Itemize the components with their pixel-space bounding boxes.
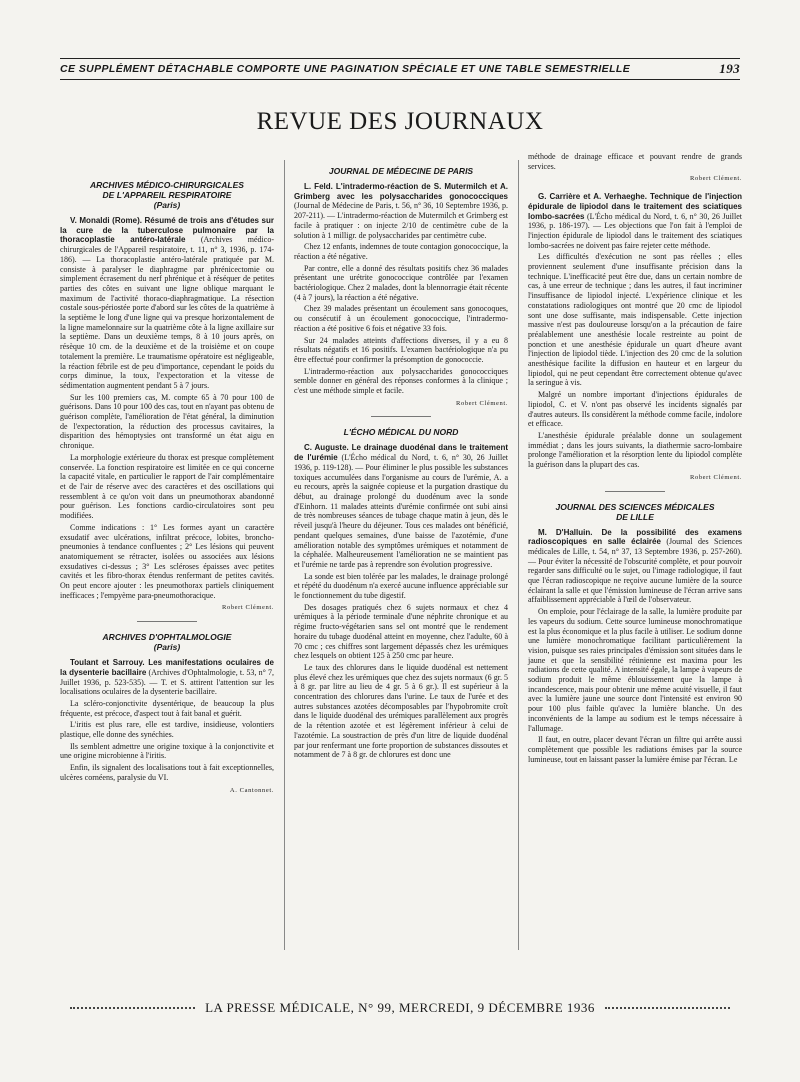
article-paragraph: V. Monaldi (Rome). Résumé de trois ans d'études sur la cure de la tuberculose pulmonaire par la thoracoplastie antéro-latérale (Archives médico-chirurgicales de l'Appareil respiratoire, t. 11, n° 3, 1936, p. 174-186). — La thoracoplastie antéro-latérale pratiquée par M. consiste à paralyser le diaphragme par phrénicectomie ou simplement écrasement du nerf phrénique et à réséquer de petites parties des côtes en suivant une ligne oblique marquant le maximum de l'activité thoraco-diaphragmatique. La résection costale sous-périostée porte d'abord sur les côtes de la quatrième à la septième le long d'une ligne qui va presque horizontalement de la ligne mamelonnaire sur la quatrième côte à la ligne axillaire sur la septième. Dans un deuxième temps, 8 à 10 jours après, on résèque 10 cm. de la deuxième et de la troisième et on coupe totalement la première. Le traumatisme opératoire est négligeable, la réaction fébrile est de peu d'importance, cependant le poids du corps diminue, la toux, l'expectoration et la vitesse de sédimentation augmentent pendant 5 à 7 jours. — [60, 216, 274, 390]
section-heading: L'ÉCHO MÉDICAL DU NORD — [343, 427, 459, 438]
article-paragraph: Chez 39 malades présentant un écoulement sans gonocoques, ou consécutif à un écoulement gonococcique, l'intradermo-réaction a été positive 6 fois et négative 33 fois. — [294, 304, 508, 333]
footer-leader-right — [605, 1007, 730, 1009]
article-paragraph: L. Feld. L'intradermo-réaction de S. Mutermilch et A. Grimberg avec les polysaccharides gonococciques (Journal de Médecine de Paris, t. 56, n° 36, 10 Septembre 1936, p. 207-211). — L'intradermo-réaction de Mutermilch et Grimberg est facile à pratiquer : on injecte 2/10 de centimètre cube de la solution à 1 milligr. de polysaccharides par centimètre cube. — [294, 182, 508, 240]
divider — [371, 416, 431, 417]
article-paragraph: La morphologie extérieure du thorax est presque complètement conservée. La fonction respiratoire est limitée en ce qui concerne la capacité vitale, en particulier le rapport de l'air complémentaire et de l'air de réserve avec des caractères et des oscillations qui ressemblent à ce qu'on voit dans un pneumothorax abandonné pour guérison. Les fonctions cardio-circulatoires sont peu modifiées. — [60, 452, 274, 521]
article-paragraph: Les difficultés d'exécution ne sont pas réelles ; elles proviennent seulement d'une insuffisante précision dans la technique. L'inefficacité peut être due, dans un certain nombre de cas, à une erreur de technique ; dans les autres, il faut incriminer l'insuffisance de lipiodol injecté. L'expérience clinique et les constatations radiologiques ont montré que 20 cmc de lipiodol sont une dose suffisante, mais indispensable. Cette injection massive n'est pas douloureuse lorsqu'on a la précaution de faire préalablement une anesthésie locale restreinte au point de ponction et une anesthésie épidurale un quart d'heure avant l'injection de lipiodol tiède. L'injection des 20 cmc de la solution anesthésique facilite la diffusion en hauteur et en largeur du lipiodol, qui ne peut cependant être correctement obtenue qu'avec la seringue à vis. — [528, 252, 742, 388]
column-2 — [294, 152, 508, 762]
article-paragraph: Chez 12 enfants, indemnes de toute contagion gonococcique, la réaction a été négative. — [294, 242, 508, 261]
article-paragraph: Toulant et Sarrouy. Les manifestations oculaires de la dysenterie bacillaire (Archives d'Ophtalmologie, t. 53, n° 7, Juillet 1936, p. 523-535). — T. et S. attirent l'attention sur les localisations oculaires de la dysenterie bacillaire. — [60, 658, 275, 697]
section-heading: JOURNAL DE MÉDECINE DE PARIS — [328, 166, 474, 176]
divider — [605, 491, 665, 492]
footer-leader-left — [70, 1007, 195, 1009]
article-paragraph: On emploie, pour l'éclairage de la salle, la lumière produite par les vapeurs du sodium. Cette source lumineuse monochromatique est la plus économique et la plus facile à utiliser. Le sodium donne une lumière monochromatique facilitant particulièrement la vision, puisque ses raies principales d'émission sont situées dans le jaune et que la sensibilité rétinienne est maxima pour les radiations de cette qualité. A intensité égale, la lampe à vapeurs de sodium produit le même éblouissement que la lampe à incandescence, mais pour obtenir une même acuité visuelle, il faut avec la lumière jaune une source dont l'intensité est environ 90 pour 100 plus faible qu'avec la lumière blanche. Un des inconvénients de la lampe au sodium est le temps nécessaire à l'allumage. — [528, 607, 742, 733]
page-footer — [60, 1000, 740, 1016]
page-number: 193 — [719, 61, 740, 76]
article-paragraph: Enfin, ils signalent des localisations tout à fait exceptionnelles, ulcères cornéens, paralysie du VI. — [60, 763, 274, 782]
column-divider-1 — [284, 160, 285, 950]
article-paragraph: L'anesthésie épidurale préalable donne un soulagement immédiat ; dans les jours suivants, la diathermie sacro-lombaire prolonge l'amélioration et la résorption lente du lipiodol complète la guérison dans la plupart des cas. — [528, 430, 742, 470]
article-paragraph: La sonde est bien tolérée par les malades, le drainage prolongé et répété du duodénum n'a exercé aucune influence appréciable sur le fonctionnement du tube digestif. — [294, 571, 508, 601]
article-paragraph: Le taux des chlorures dans le liquide duodénal est nettement plus élevé chez les urémiques que chez des sujets normaux (6 gr. 5 à 8 gr. par litre au lieu de 4 gr. 5 à 6 gr.). Il est supérieur à la concentration des chlorures dans l'urine. Le taux de l'urée et des autres substances azotées décomposables par l'hypobromite croît dans le liquide duodénal des urémiques parallèlement aux progrès de la rétention azotée et est légèrement inférieur à celui de l'azotémie. La soustraction de près d'un litre de liquide duodénal par jour renfermant une forte proportion de substances dissoutes et notamment de 7 à 8 gr. de chlorures est donc une — [294, 662, 508, 760]
article-heading: G. Carrière et A. Verhaeghe. Technique de l'injection épidurale de lipiodol dans le traitement des sciatiques lombo-sacrées — [528, 192, 742, 221]
article-paragraph: Sur 24 malades atteints d'affections diverses, il y a eu 8 résultats négatifs et 16 positifs. L'examen bactériologique n'a pu être effectué pour confirmer la présomption de gonococcie. — [294, 335, 508, 364]
article-heading: L. Feld. L'intradermo-réaction de S. Mutermilch et A. Grimberg avec les polysaccharides gonococciques — [294, 182, 508, 201]
article-heading: M. D'Halluin. De la possibilité des examens radioscopiques en salle éclairée — [528, 527, 742, 547]
footer-text: LA PRESSE MÉDICALE, N° 99, MERCREDI, 9 DÉCEMBRE 1936 — [205, 1000, 595, 1015]
banner-text: CE SUPPLÉMENT DÉTACHABLE COMPORTE UNE PAGINATION SPÉCIALE ET UNE TABLE SEMESTRIELLE — [60, 63, 631, 75]
article-paragraph: G. Carrière et A. Verhaeghe. Technique de l'injection épidurale de lipiodol dans le traitement des sciatiques lombo-sacrées (L'Écho médical du Nord, t. 6, n° 30, 26 Juillet 1936, p. 186-197). — Les objections que l'on fait à l'emploi de l'injection épidurale de lipiodol dans le traitement des sciatiques lombo-sacrées ne doivent pas faire rejeter cette méthode. — [528, 192, 743, 250]
divider — [137, 621, 197, 622]
article-paragraph: Par contre, elle a donné des résultats positifs chez 36 malades présentant une urétrite gonococcique contrôlée par l'examen bactériologique. Chez 2 malades, dont la blennorragie était récente (4 à 7 jours), la réaction a été négative. — [294, 263, 508, 302]
section-heading: ARCHIVES D'OPHTALMOLOGIE (Paris) — [102, 632, 232, 653]
article-heading: V. Monaldi (Rome). Résumé de trois ans d'études sur la cure de la tuberculose pulmonaire par la thoracoplastie antéro-latérale — [60, 216, 274, 245]
section-heading: JOURNAL DES SCIENCES MÉDICALES DE LILLE — [555, 501, 715, 522]
article-paragraph: C. Auguste. Le drainage duodénal dans le traitement de l'urémie (L'Écho médical du Nord, t. 6, n° 30, 26 Juillet 1936, p. 119-128). — Pour éliminer le plus possible les substances toxiques accumulées dans l'organisme au cours de l'urémie, A. a eu recours, après la saignée copieuse et la purgation drastique du début, au drainage prolongé du duodénum avec la sonde d'Einhorn. 11 malades atteints d'urémie confirmée ont subi ainsi de très nombreuses séances de tubage chaque matin à jeun, dès le réveil jusqu'à l'heure du déjeuner. Tous ces malades ont bénéficié, pendant quelques semaines, d'une baisse de l'azotémie, d'une amélioration notable des symptômes urémiques et notamment de la céphalée. Malheureusement l'amélioration ne se maintient pas et l'urémie ne tarde pas à reprendre son évolution progressive. — [294, 443, 509, 569]
section-heading: ARCHIVES MÉDICO-CHIRURGICALES DE L'APPAREIL RESPIRATOIRE (Paris) — [90, 180, 244, 210]
column-divider-2 — [518, 160, 519, 950]
author-signature: Robert Clément. — [222, 604, 274, 612]
article-paragraph: Comme indications : 1° Les formes ayant un caractère exsudatif avec ulcérations, infiltrat précoce, lobites, broncho-pneumonies à tendance confluentes ; 2° Les lésions qui peuvent anatomiquement se rétracter, isolées ou associées aux lésions exsudatives ci-dessus ; 3° Les scléroses épaisses avec petites cavités et les fibro-thorax étendus renfermant de petites cavités. On peut encore ajouter : les pneumothorax partiels cliniquement inefficaces ; l'empyème para-pneumothoracique. — [60, 522, 274, 600]
page-title: REVUE DES JOURNAUX — [256, 108, 544, 135]
author-signature: Robert Clément. — [690, 473, 742, 481]
article-paragraph: Malgré un nombre important d'injections épidurales de lipiodol, C. et V. n'ont pas observé les incidents signalés par d'autres auteurs. Ils considèrent la méthode comme facile, indolore et efficace. — [528, 390, 742, 429]
article-paragraph: Ils semblent admettre une origine toxique à la conjonctivite et une origine microbienne à l'iritis. — [60, 741, 274, 761]
article-heading: C. Auguste. Le drainage duodénal dans le traitement de l'urémie — [294, 443, 508, 463]
article-paragraph: Sur les 100 premiers cas, M. compte 65 à 70 pour 100 de guérisons. Dans 10 pour 100 des cas, tout en n'ayant pas obtenu de guérison complète, l'amélioration de l'état général, la diminution de l'expectoration, la réduction des processus cavitaires, la disparition des hémoptysies ont transformé un état aigu en chronique. — [60, 392, 274, 451]
header-banner — [60, 58, 740, 80]
column-3 — [528, 152, 742, 766]
author-signature: A. Cantonnet. — [229, 786, 274, 794]
article-heading: Toulant et Sarrouy. Les manifestations oculaires de la dysenterie bacillaire — [60, 658, 274, 677]
article-paragraph: méthode de drainage efficace et pouvant rendre de grands services. — [528, 152, 742, 171]
article-paragraph: L'iritis est plus rare, elle est tardive, insidieuse, volontiers plastique, elle donne des synéchies. — [60, 720, 274, 740]
author-signature: Robert Clément. — [690, 175, 742, 183]
author-signature: Robert Clément. — [456, 399, 508, 407]
article-paragraph: Il faut, en outre, placer devant l'écran un filtre qui arrête aussi complètement que possible les radiations émises par la source lumineuse, tout en laissant passer la lumière émise par l'écran. Le — [528, 735, 742, 764]
article-paragraph: L'intradermo-réaction aux polysaccharides gonococciques semble donner en général des réponses conformes à la clinique ; c'est une méthode simple et facile. — [294, 366, 508, 396]
column-1 — [60, 152, 274, 803]
article-paragraph: Des dosages pratiqués chez 6 sujets normaux et chez 4 urémiques à la période terminale d'une néphrite chronique et au régime fructo-végétarien sans sel ont montré que le rendement horaire du tubage duodénal atteint en moyenne, chez l'adulte, 60 à 70 cmc ; ces chiffres sont largement dépassés chez les urémiques chez lesquels on obtient 125 à 250 cmc par heure. — [294, 602, 508, 661]
article-paragraph: M. D'Halluin. De la possibilité des examens radioscopiques en salle éclairée (Journal des Sciences médicales de Lille, t. 54, n° 37, 13 Septembre 1936, p. 257-260). — Pour éviter la nécessité de l'obscurité complète, et pour pouvoir regarder sans difficulté ou le sujet, ou l'image radiologique, il faut que l'écran radioscopique ne reçoive aucune lumière de la source éclairant la salle et que l'émission lumineuse de l'écran arrive sans affaiblissement appréciable à l'œil de l'observateur. — [528, 527, 742, 605]
article-paragraph: La scléro-conjonctivite dysentérique, de beaucoup la plus fréquente, est précoce, d'aspect tout à fait banal et guérit. — [60, 698, 274, 718]
